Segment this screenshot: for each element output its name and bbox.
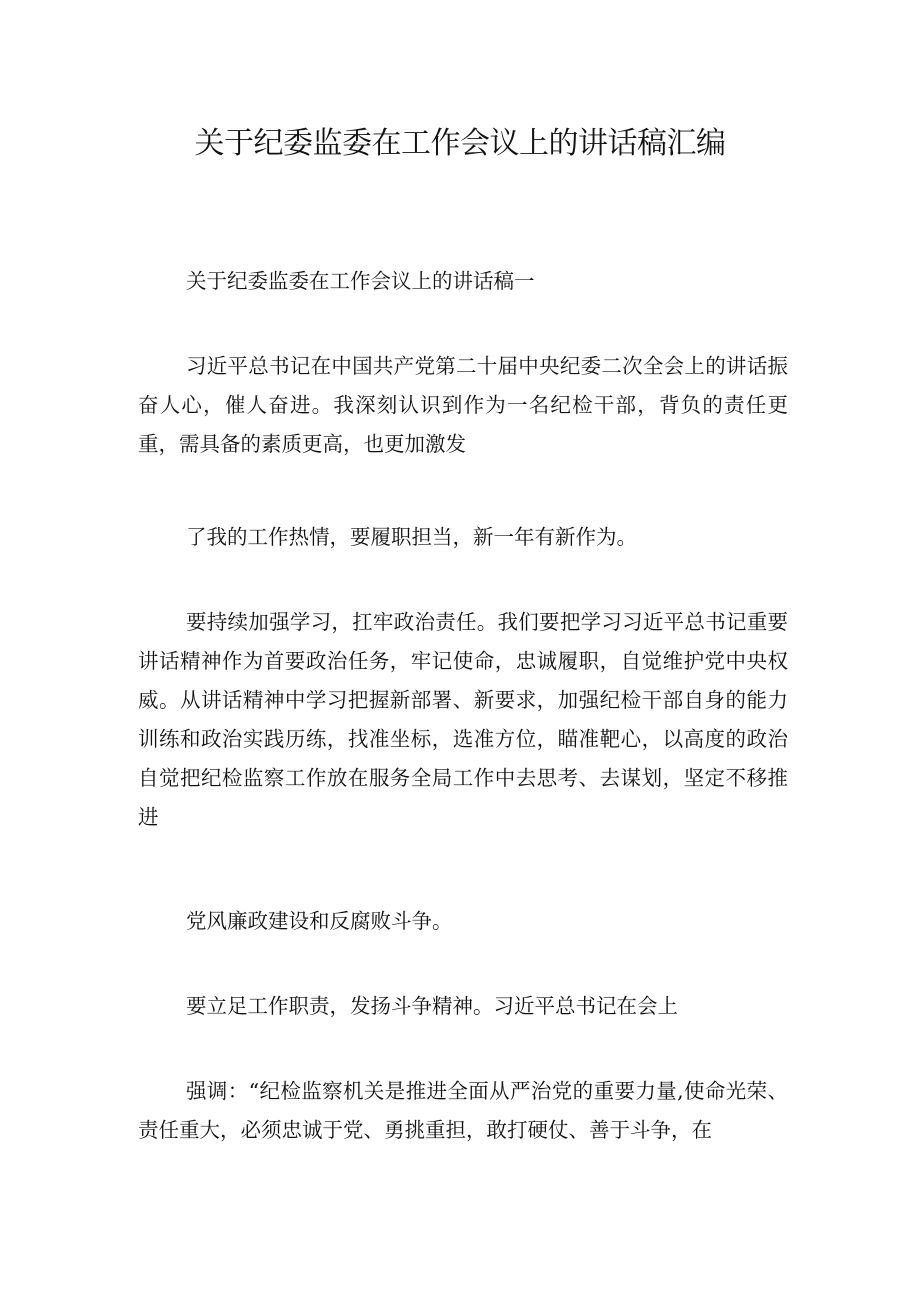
paragraph: 要持续加强学习，扛牢政治责任。我们要把学习习近平总书记重要讲话精神作为首要政治任务，牢记使命，忠诚履职，自觉维护党中央权威。从讲话精神中学习把握新部署、新要求，加强纪检干部自身的能力训练和政治实践历练，找准坐标，选准方位，瞄准靶心，以高度的政治自觉把纪检监察工作放在服务全局工作中去思考、去谋划，坚定不移推进 <box>138 610 788 829</box>
document-title: 关于纪委监委在工作会议上的讲话稿汇编 <box>194 126 726 161</box>
paragraph: 习近平总书记在中国共产党第二十届中央纪委二次全会上的讲话振奋人心，催人奋进。我深刻认识到作为一名纪检干部，背负的责任更重，需具备的素质更高，也更加激发 <box>138 354 788 456</box>
paragraph: 强调：“纪检监察机关是推进全面从严治党的重要力量,使命光荣、责任重大，必须忠诚于党、勇挑重担，敢打硬仗、善于斗争，在 <box>138 1079 788 1142</box>
paragraph-subtitle: 关于纪委监委在工作会议上的讲话稿一 <box>186 269 535 293</box>
paragraph: 要立足工作职责，发扬斗争精神。习近平总书记在会上 <box>186 994 678 1018</box>
paragraph: 党风廉政建设和反腐败斗争。 <box>186 909 453 933</box>
paragraph: 了我的工作热情，要履职担当，新一年有新作为。 <box>186 525 637 549</box>
